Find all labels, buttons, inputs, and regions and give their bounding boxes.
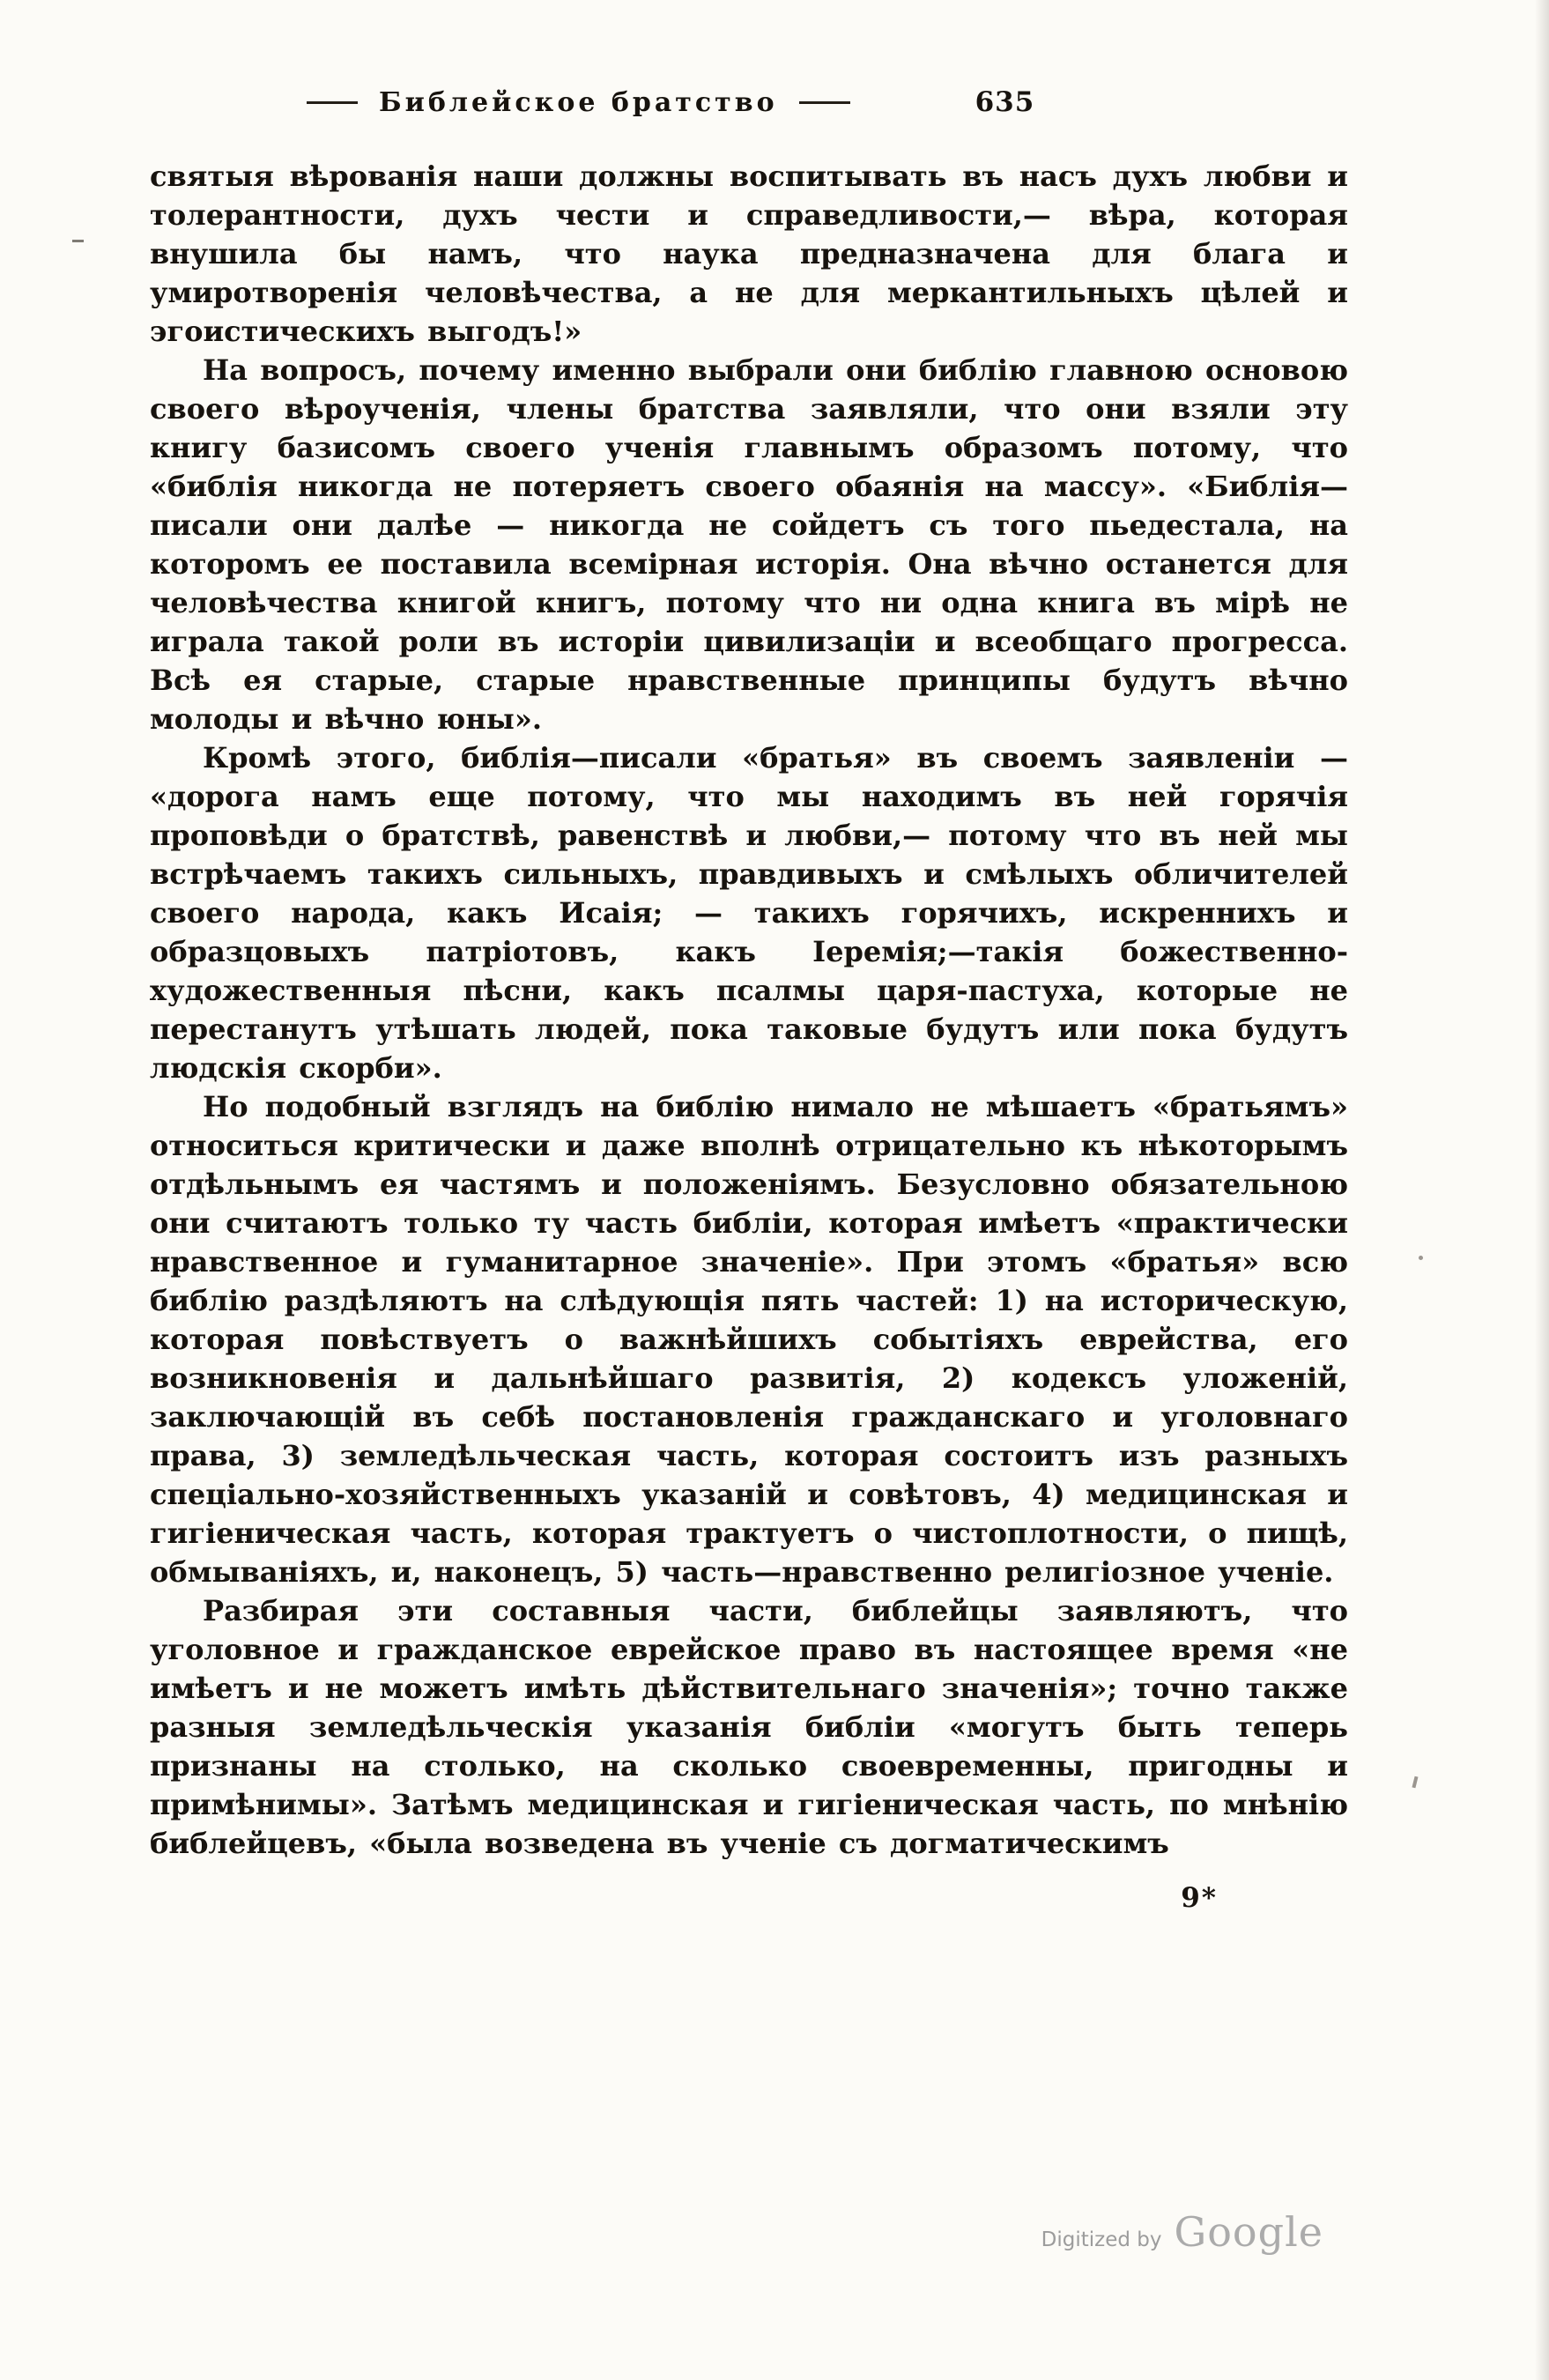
header-rule-left-icon [307, 101, 358, 104]
paragraph: святыя вѣрованія наши должны воспитывать въ насъ духъ любви и толерантности, духъ чести и справедливости,— вѣра, которая внушила бы намъ, что наука предназначена для блага и умиротворенія человѣчества, а не для меркантильныхъ цѣлей и эгоистическихъ выгодъ!» [150, 159, 1348, 348]
header-rule-right-icon [799, 101, 850, 104]
page-number: 635 [975, 86, 1035, 118]
body-text [150, 157, 1348, 1917]
digitized-by-google-stamp [1041, 2208, 1323, 2256]
running-head [307, 86, 1034, 118]
paragraph: На вопросъ, почему именно выбрали они библію главною основою своего вѣроученія, члены братства заявляли, что они взяли эту книгу базисомъ своего ученія главнымъ образомъ потому, что «библія никогда не потеряетъ своего обаянія на массу». «Библія— писали они далѣе — никогда не сойдетъ съ того пьедестала, на которомъ ее поставила всемірная исторія. Она вѣчно останется для человѣчества книгой книгъ, потому что ни одна книга въ мірѣ не играла такой роли въ исторіи цивилизаціи и всеобщаго прогресса. Всѣ ея старые, старые нравственные принципы будутъ вѣчно молоды и вѣчно юны». [150, 353, 1348, 736]
page-header-title: Библейское братство [379, 86, 778, 118]
scan-artifact [72, 240, 84, 242]
signature-mark: 9* [1181, 1882, 1218, 1914]
scan-artifact [1412, 1776, 1418, 1789]
digitized-by-label: Digitized by [1041, 2228, 1162, 2251]
paragraph: Разбирая эти составныя части, библейцы заявляютъ, что уголовное и гражданское еврейское право въ настоящее время «не имѣетъ и не можетъ имѣть дѣйствительнаго значенія»; точно также разныя земледѣльческія указанія библіи «могутъ быть теперь признаны на столько, на сколько своевременны, пригодны и примѣнимы». Затѣмъ медицинская и гигіеническая часть, по мнѣнію библейцевъ, «была возведена въ ученіе съ догматическимъ [150, 1594, 1348, 1860]
page-edge-shadow [1535, 0, 1549, 2380]
paragraph: Но подобный взглядъ на библію нимало не мѣшаетъ «братьямъ» относиться критически и даже вполнѣ отрицательно къ нѣкоторымъ отдѣльнымъ ея частямъ и положеніямъ. Безусловно обязательною они считаютъ только ту часть библіи, которая имѣетъ «практически нравственное и гуманитарное значеніе». При этомъ «братья» всю библію раздѣляютъ на слѣдующія пять частей: 1) на историческую, которая повѣствуетъ о важнѣйшихъ событіяхъ еврейства, его возникновенія и дальнѣйшаго развитія, 2) кодексъ уложеній, заключающій въ себѣ постановленія гражданскаго и уголовнаго права, 3) земледѣльческая часть, которая состоитъ изъ разныхъ спеціально-хозяйственныхъ указаній и совѣтовъ, 4) медицинская и гигіеническая часть, которая трактуетъ о чистоплотности, о пищѣ, обмываніяхъ, и, наконецъ, 5) часть—нравственно религіозное ученіе. [150, 1090, 1348, 1589]
paragraph: Кромѣ этого, библія—писали «братья» въ своемъ заявленіи — «дорога намъ еще потому, что мы находимъ въ ней горячія проповѣди о братствѣ, равенствѣ и любви,— потому что въ ней мы встрѣчаемъ такихъ сильныхъ, правдивыхъ и смѣлыхъ обличителей своего народа, какъ Исаія; — такихъ горячихъ, искреннихъ и образцовыхъ патріотовъ, какъ Іеремія;—такія божественно-художественныя пѣсни, какъ псалмы царя-пастуха, которые не перестанутъ утѣшать людей, пока таковые будутъ или пока будутъ людскія скорби». [150, 741, 1348, 1085]
google-logo: Google [1174, 2208, 1323, 2256]
scan-artifact [1419, 1256, 1423, 1260]
